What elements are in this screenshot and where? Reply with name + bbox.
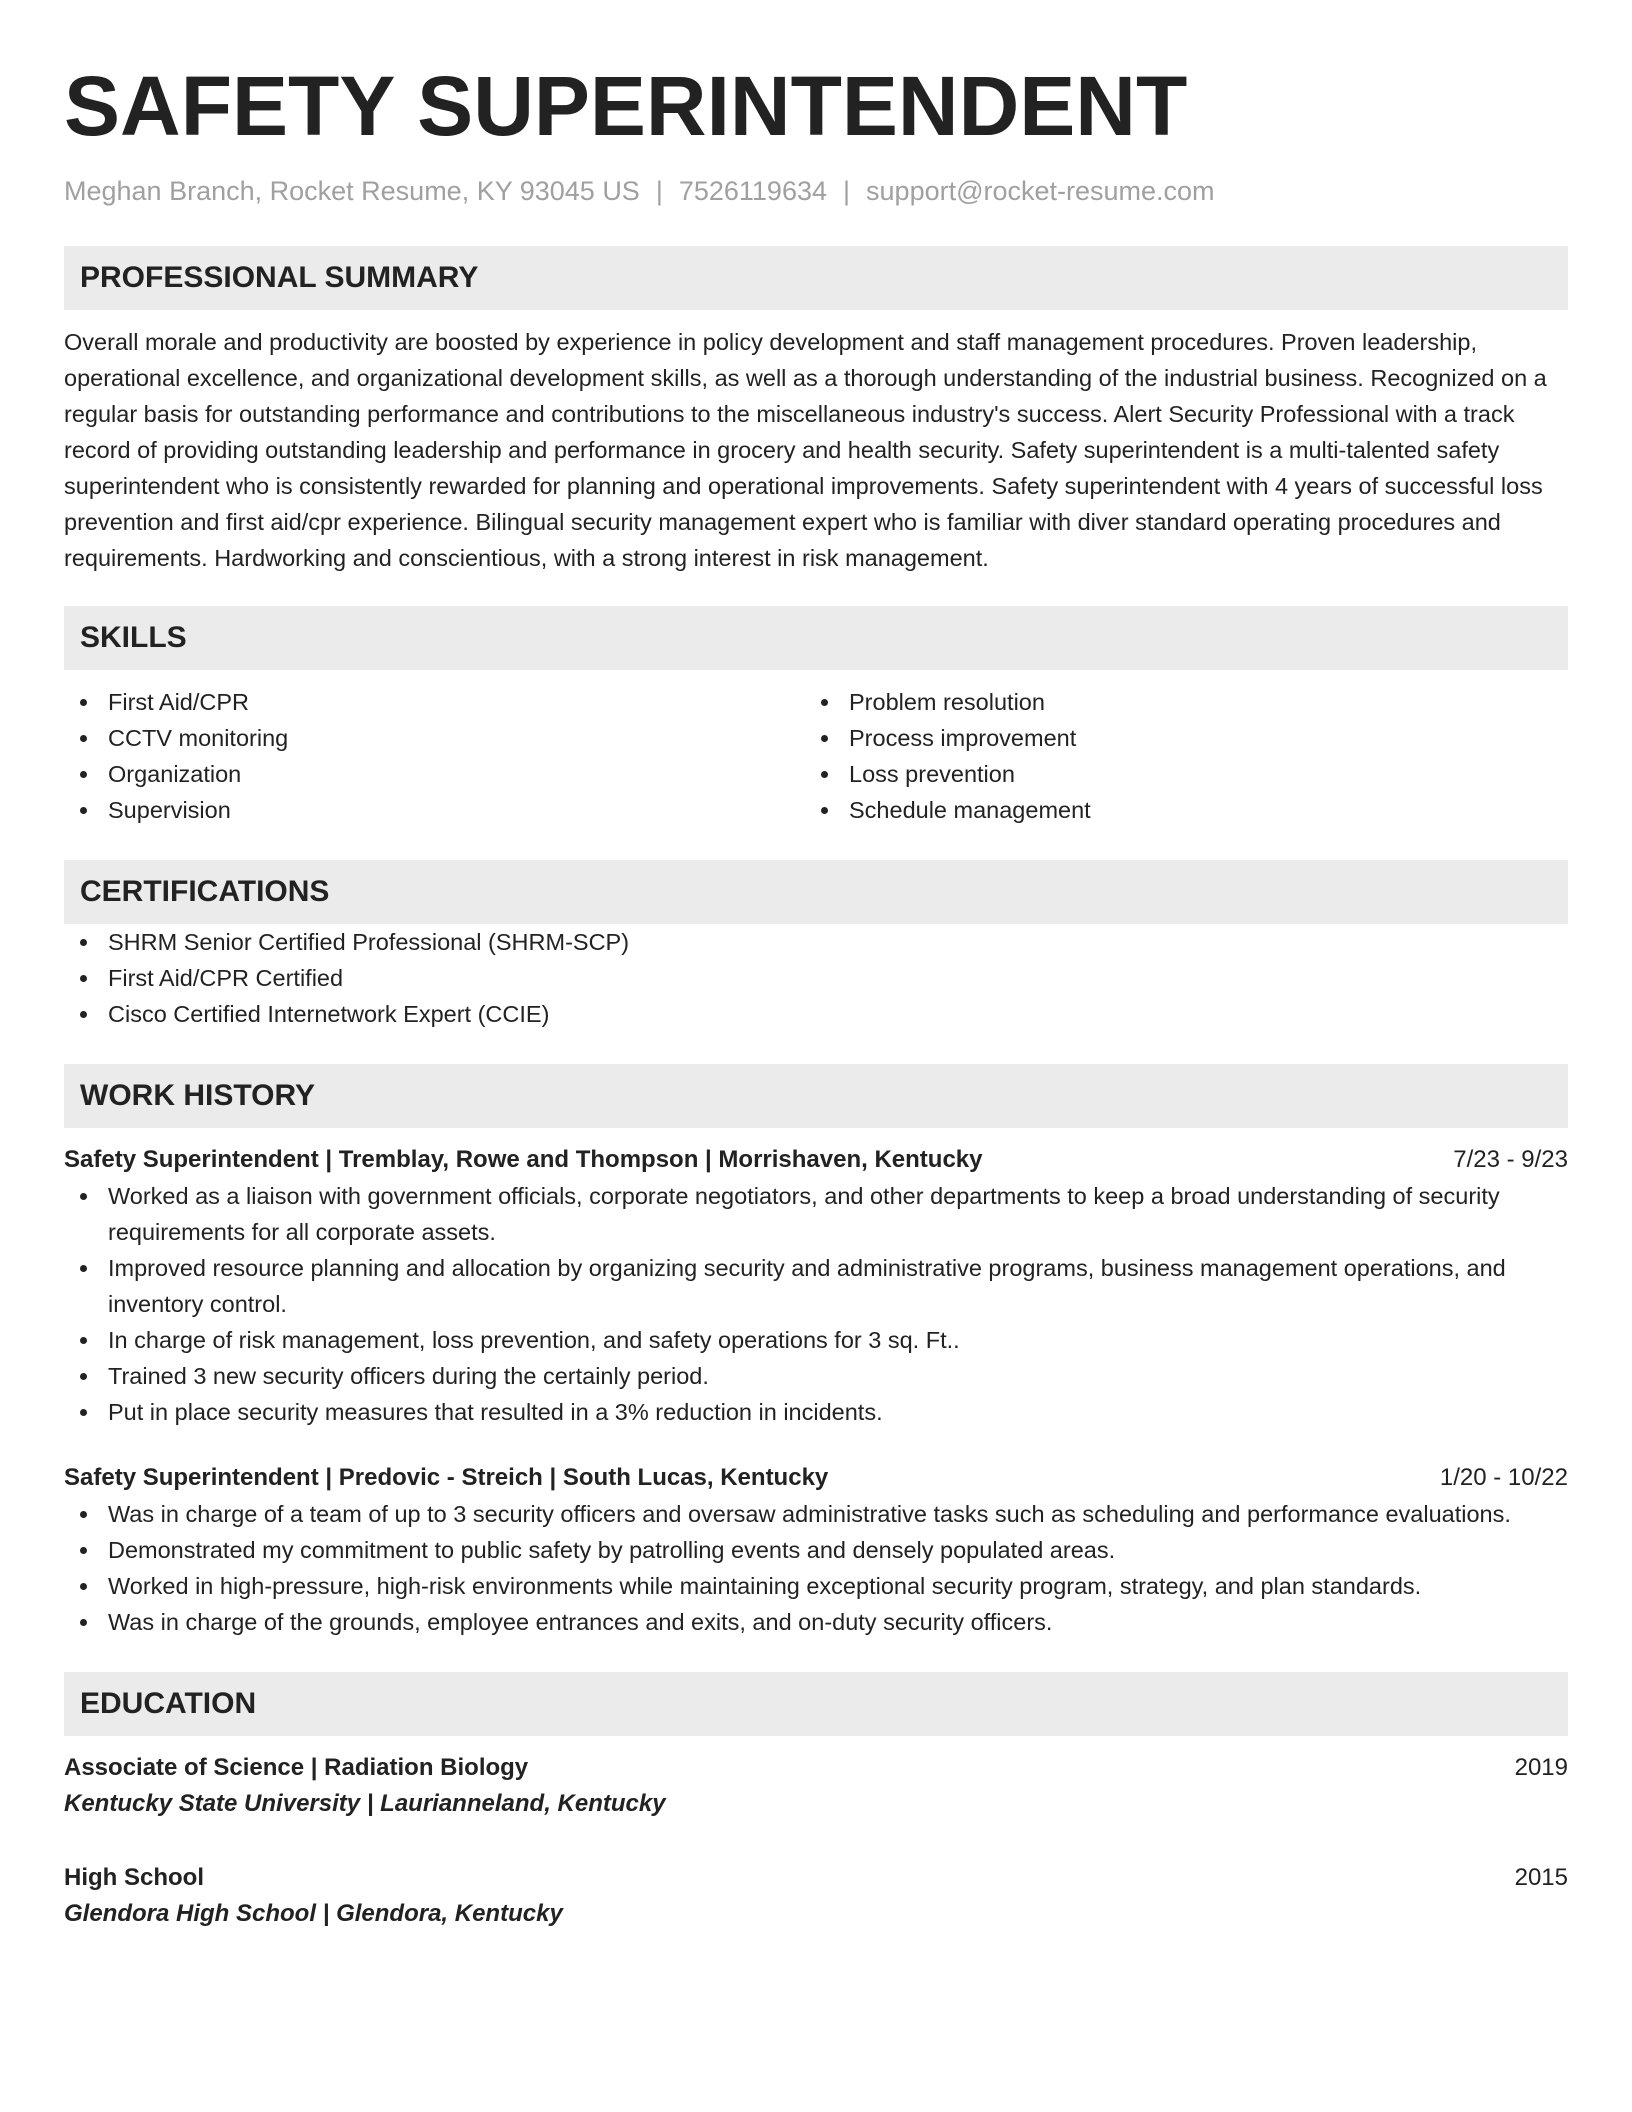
education-degree: High School: [64, 1864, 204, 1891]
education-header: [64, 1750, 1568, 1786]
contact-address: Meghan Branch, Rocket Resume, KY 93045 US: [64, 176, 640, 206]
skill-item: Schedule management: [805, 792, 1546, 828]
skills-right-column: [805, 684, 1546, 828]
job-entry: [64, 1142, 1568, 1430]
contact-phone: 7526119634: [678, 176, 828, 206]
job-bullet: Improved resource planning and allocation by organizing security and administrative programs, business management operations, and inventory control.: [64, 1250, 1568, 1322]
job-bullet: In charge of risk management, loss prevention, and safety operations for 3 sq. Ft..: [64, 1322, 1568, 1358]
skill-item: Supervision: [64, 792, 805, 828]
job-bullets: [64, 1178, 1568, 1430]
job-bullets: [64, 1496, 1568, 1640]
skills-left-column: [64, 684, 805, 828]
contact-line: [64, 174, 1568, 208]
certification-item: First Aid/CPR Certified: [64, 960, 1568, 996]
contact-separator: |: [655, 176, 663, 206]
certifications-list: [64, 924, 1568, 1032]
education-year: 2015: [1514, 1864, 1568, 1891]
summary-heading: PROFESSIONAL SUMMARY: [64, 246, 1568, 310]
skill-item: CCTV monitoring: [64, 720, 805, 756]
work-history-heading: WORK HISTORY: [64, 1064, 1568, 1128]
job-bullet: Put in place security measures that resulted in a 3% reduction in incidents.: [64, 1394, 1568, 1430]
education-school: Glendora High School | Glendora, Kentucky: [64, 1900, 563, 1927]
page-title: SAFETY SUPERINTENDENT: [64, 59, 1188, 153]
skill-item: First Aid/CPR: [64, 684, 805, 720]
job-bullet: Worked in high-pressure, high-risk environments while maintaining exceptional security program, strategy, and plan standards.: [64, 1568, 1568, 1604]
skill-item: Organization: [64, 756, 805, 792]
job-bullet: Trained 3 new security officers during the certainly period.: [64, 1358, 1568, 1394]
education-entry: [64, 1750, 1568, 1822]
job-title: Safety Superintendent | Predovic - Streich | South Lucas, Kentucky: [64, 1464, 829, 1491]
skills-heading: SKILLS: [64, 606, 1568, 670]
summary-section: [64, 246, 1568, 576]
work-history-section: [64, 1064, 1568, 1640]
education-school: Kentucky State University | Laurianneland, Kentucky: [64, 1790, 666, 1817]
job-bullet: Was in charge of a team of up to 3 security officers and oversaw administrative tasks such as scheduling and performance evaluations.: [64, 1496, 1568, 1532]
summary-text: Overall morale and productivity are boosted by experience in policy development and staff management procedures. Proven leadership, operational excellence, and organizational development skills, as well as a thorough understanding of the industrial business. Recognized on a regular basis for outstanding performance and contributions to the miscellaneous industry's success. Alert Security Professional with a track record of providing outstanding leadership and performance in grocery and health security. Safety superintendent is a multi-talented safety superintendent who is consistently rewarded for planning and operational improvements. Safety superintendent with 4 years of successful loss prevention and first aid/cpr experience. Bilingual security management expert who is familiar with diver standard operating procedures and requirements. Hardworking and conscientious, with a strong interest in risk management.: [64, 329, 1547, 571]
job-header: [64, 1460, 1568, 1496]
education-section: [64, 1672, 1568, 1932]
job-entry: [64, 1460, 1568, 1640]
job-bullet: Demonstrated my commitment to public safety by patrolling events and densely populated areas.: [64, 1532, 1568, 1568]
skills-section: [64, 606, 1568, 828]
job-bullet: Was in charge of the grounds, employee entrances and exits, and on-duty security officers.: [64, 1604, 1568, 1640]
education-entry: [64, 1860, 1568, 1932]
job-title: Safety Superintendent | Tremblay, Rowe and Thompson | Morrishaven, Kentucky: [64, 1146, 983, 1173]
certifications-section: [64, 860, 1568, 1032]
skill-item: Problem resolution: [805, 684, 1546, 720]
skill-item: Process improvement: [805, 720, 1546, 756]
job-header: [64, 1142, 1568, 1178]
certification-item: SHRM Senior Certified Professional (SHRM-SCP): [64, 924, 1568, 960]
education-heading: EDUCATION: [64, 1672, 1568, 1736]
job-bullet: Worked as a liaison with government officials, corporate negotiators, and other departments to keep a broad understanding of security requirements for all corporate assets.: [64, 1178, 1568, 1250]
certifications-heading: CERTIFICATIONS: [64, 860, 1568, 924]
certification-item: Cisco Certified Internetwork Expert (CCIE): [64, 996, 1568, 1032]
education-year: 2019: [1514, 1754, 1568, 1781]
job-dates: 7/23 - 9/23: [1453, 1146, 1568, 1173]
skill-item: Loss prevention: [805, 756, 1546, 792]
education-header: [64, 1860, 1568, 1896]
education-degree: Associate of Science | Radiation Biology: [64, 1754, 529, 1781]
contact-email: support@rocket-resume.com: [866, 176, 1215, 206]
contact-separator: |: [843, 176, 851, 206]
job-dates: 1/20 - 10/22: [1439, 1464, 1568, 1491]
skills-grid: [64, 684, 1568, 828]
